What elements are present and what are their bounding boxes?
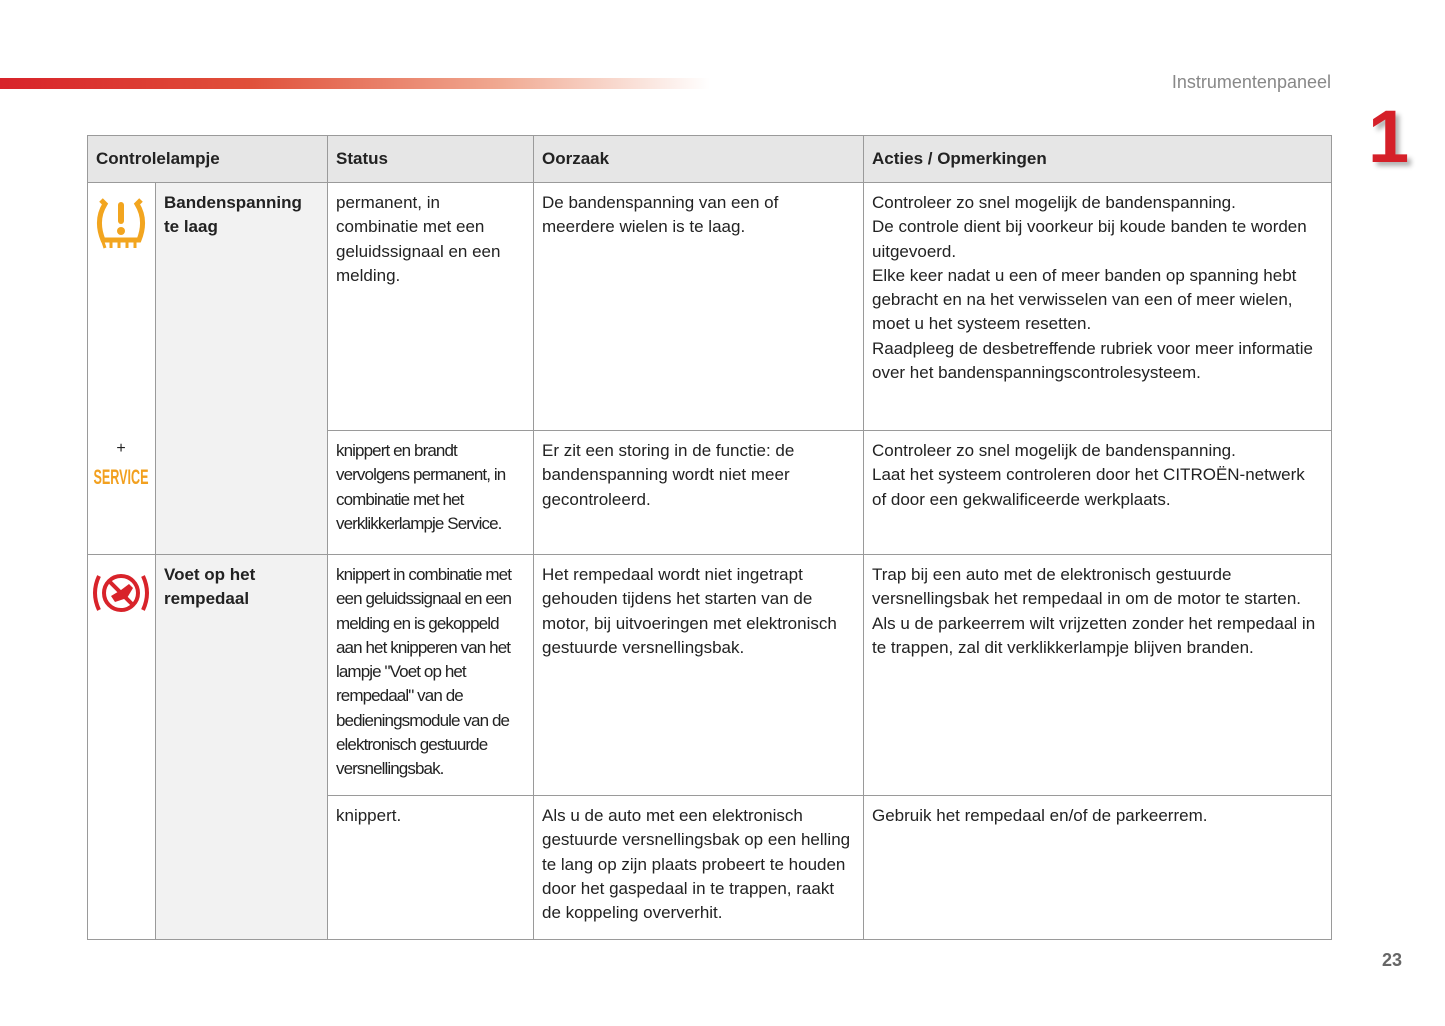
actions-cell: Controleer zo snel mogelijk de bandenspanning. Laat het systeem controleren door het CITROËN-netwerk of door een gekwalificeerde werkplaats.: [863, 430, 1332, 555]
status-cell: knippert.: [327, 795, 534, 940]
status-cell: knippert in combinatie met een geluidssignaal en een melding en is gekoppeld aan het knipperen van het lampje "Voet op het rempedaal" van de bedieningsmodule van de elektronisch gestuurde versnellingsbak.: [327, 554, 534, 796]
column-header-oorzaak: Oorzaak: [533, 135, 864, 183]
lamp-name: Bandenspanning te laag: [155, 182, 328, 555]
actions-cell: Controleer zo snel mogelijk de bandenspanning. De controle dient bij voorkeur bij koude banden te worden uitgevoerd. Elke keer nadat u een of meer banden op spanning hebt gebracht en na het verwisselen van een of meer wielen, moet u het systeem resetten. Raadpleeg de desbetreffende rubriek voor meer informatie over het bandenspanningscontrolesysteem.: [863, 182, 1332, 431]
cause-cell: Er zit een storing in de functie: de bandenspanning wordt niet meer gecontroleerd.: [533, 430, 864, 555]
cause-cell: De bandenspanning van een of meerdere wielen is te laag.: [533, 182, 864, 431]
column-header-acties: Acties / Opmerkingen: [863, 135, 1332, 183]
column-header-controlelampje: Controlelampje: [87, 135, 328, 183]
status-cell: permanent, in combinatie met een geluidssignaal en een melding.: [327, 182, 534, 431]
section-title: Instrumentenpaneel: [1171, 72, 1331, 92]
foot-on-brake-icon: [91, 570, 151, 616]
tire-pressure-warning-icon: [91, 192, 151, 252]
page-number: 23: [1382, 950, 1403, 970]
column-header-status: Status: [327, 135, 534, 183]
actions-cell: Gebruik het rempedaal en/of de parkeerrem.: [863, 795, 1332, 940]
cause-cell: Als u de auto met een elektronisch gestuurde versnellingsbak op een helling te lang op zijn plaats probeert te houden door het gaspedaal in te trappen, raakt de koppeling oververhit.: [533, 795, 864, 940]
status-cell: knippert en brandt vervolgens permanent, in combinatie met het verklikkerlampje Service.: [327, 430, 534, 555]
actions-cell: Trap bij een auto met de elektronisch gestuurde versnellingsbak het rempedaal in om de motor te starten. Als u de parkeerrem wilt vrijzetten zonder het rempedaal in te trappen, zal dit verklikkerlampje blijven branden.: [863, 554, 1332, 796]
lamp-name: Voet op het rempedaal: [155, 554, 328, 940]
header-accent-bar: [0, 78, 710, 89]
cause-cell: Het rempedaal wordt niet ingetrapt gehouden tijdens het starten van de motor, bij uitvoeringen met elektronisch gestuurde versnellingsbak.: [533, 554, 864, 796]
service-warning-label: SERVICE: [93, 466, 149, 489]
chapter-number: 1: [1368, 95, 1410, 178]
plus-sign: +: [116, 440, 126, 457]
